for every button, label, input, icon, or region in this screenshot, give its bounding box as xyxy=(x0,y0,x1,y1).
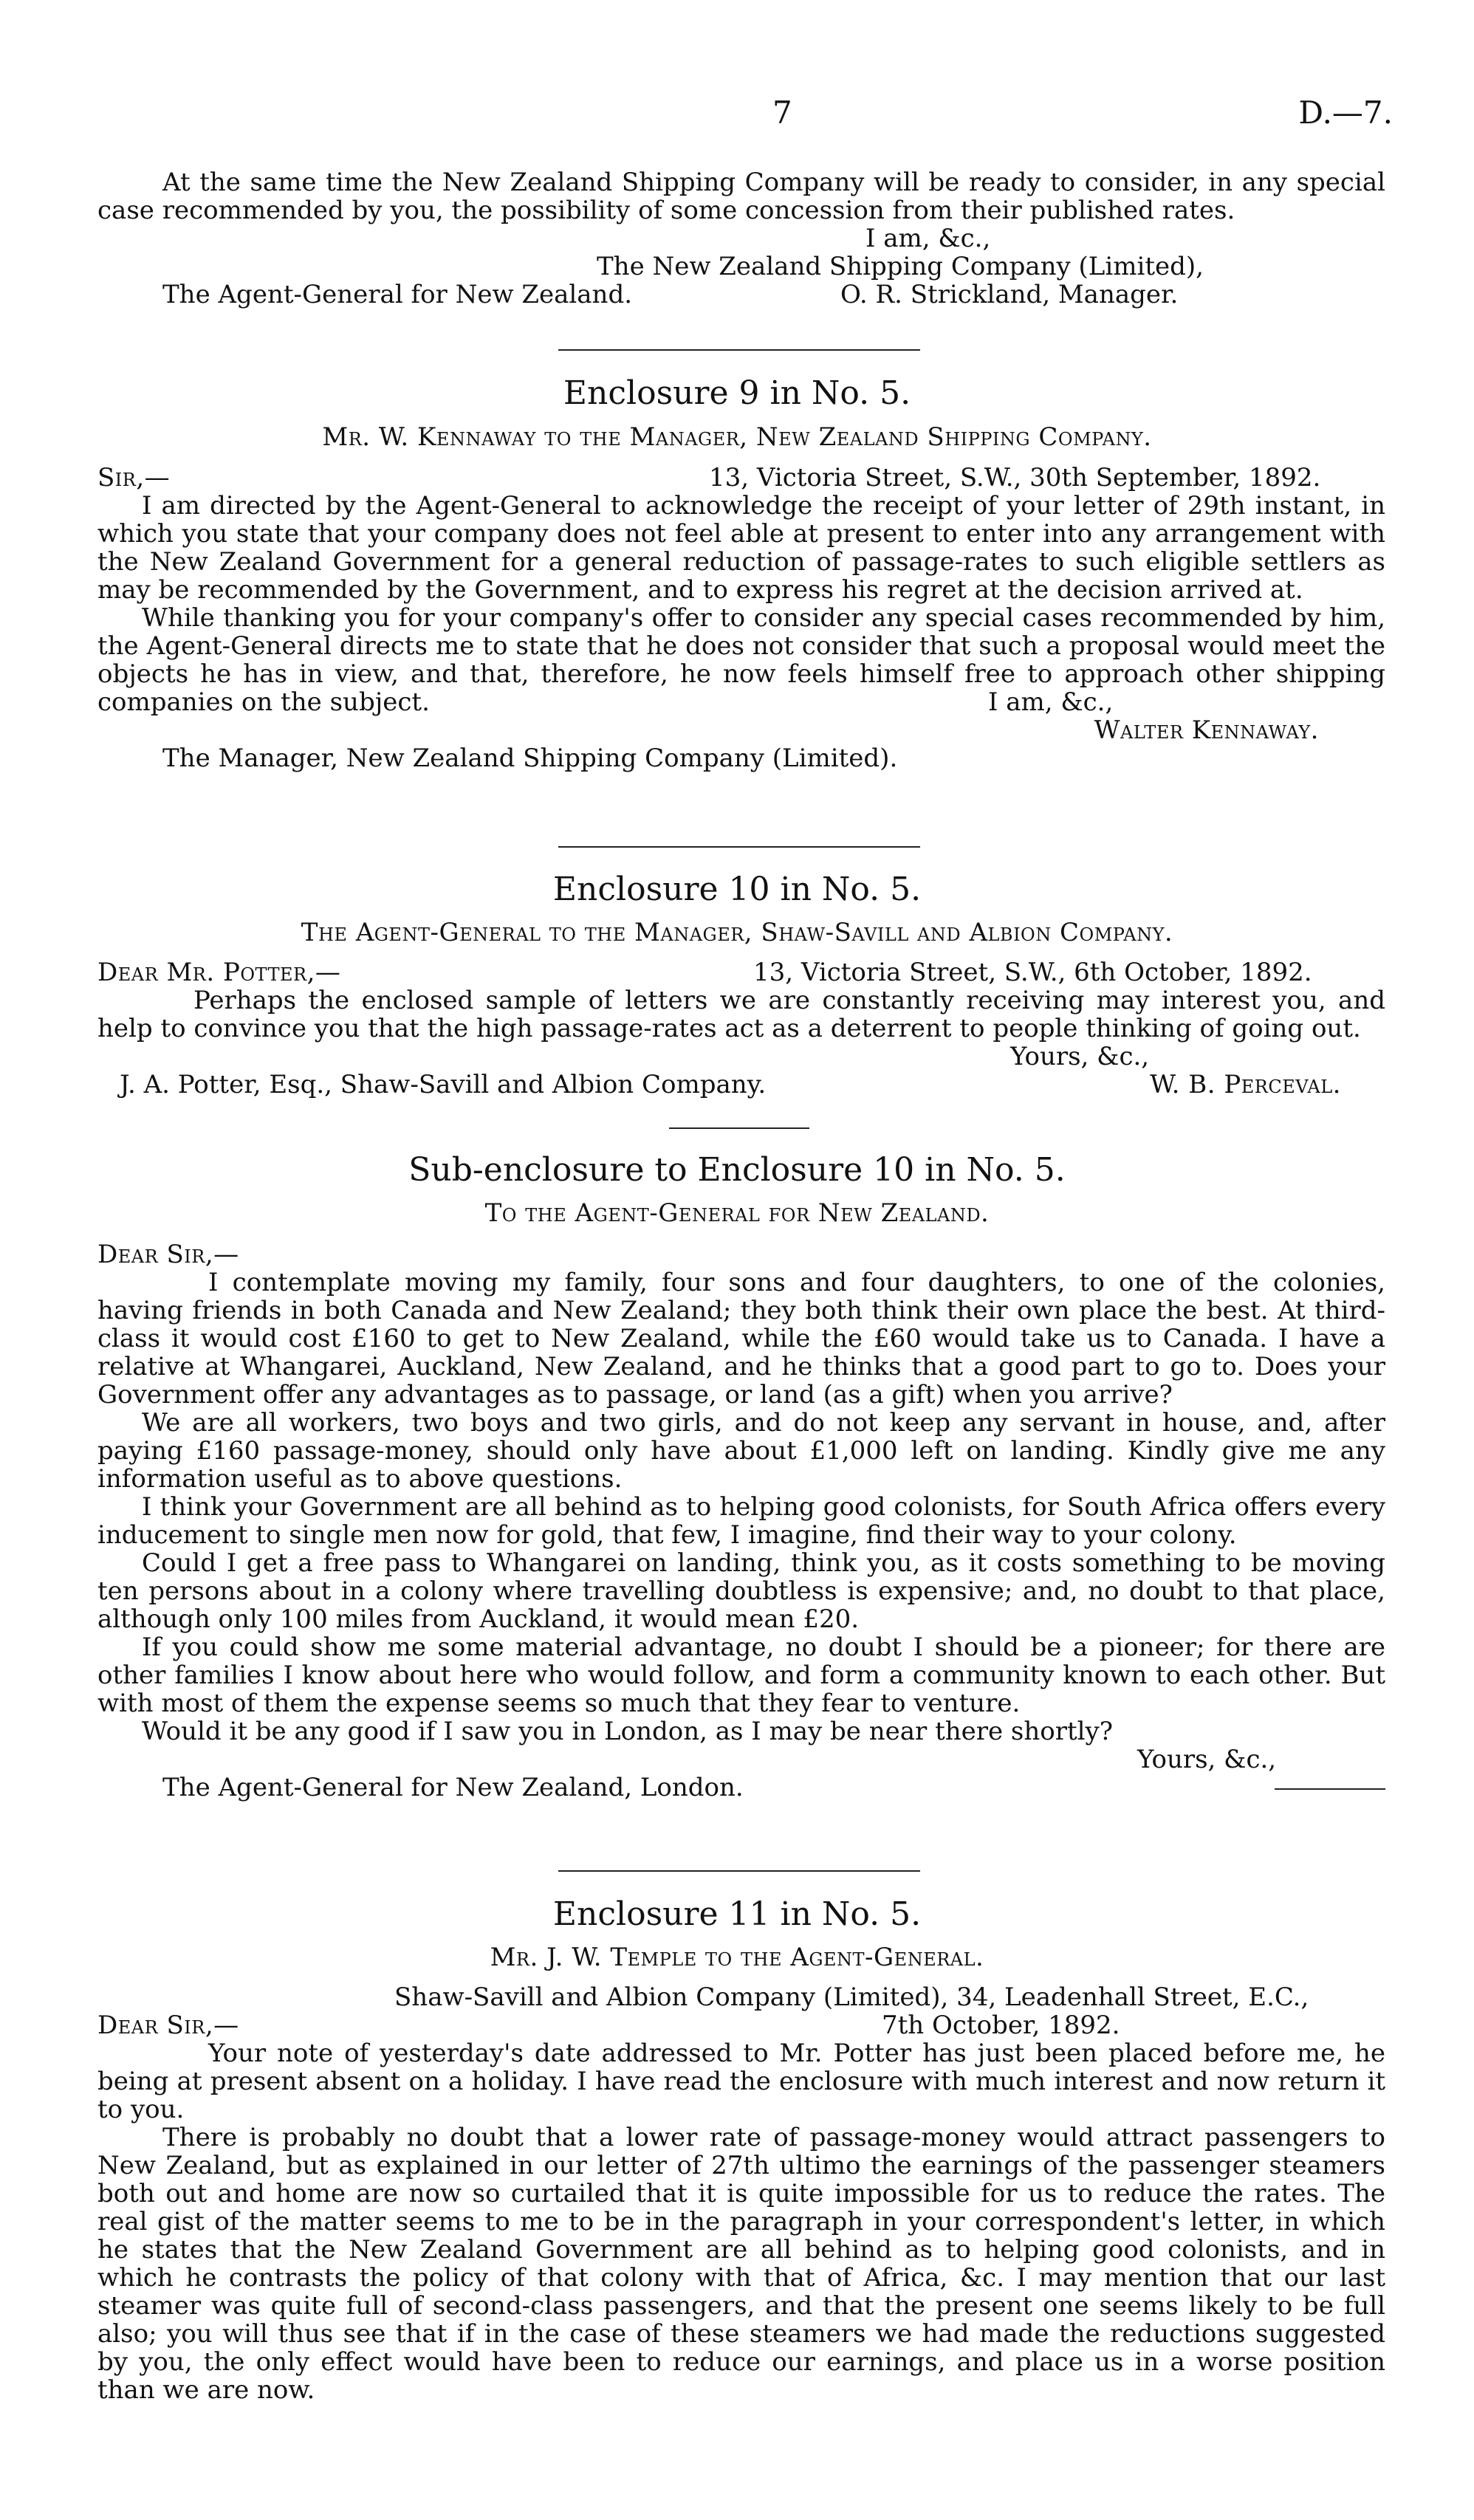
enclosure-10-letter xyxy=(97,958,1385,1099)
top-letter-closing: I am, &c., xyxy=(865,224,991,253)
subenclosure-10-para-5: If you could show me some material advantage, no doubt I should be a pioneer; for there are other families I know about here who would follow, and form a community known to each other. But with most of them the expense seems so much that they fear to venture. xyxy=(97,1632,1385,1718)
enclosure-10-from: The Agent-General to the Manager, Shaw-Savill and Albion Company. xyxy=(301,918,1173,947)
enclosure-11-date: 7th October, 1892. xyxy=(882,2011,1120,2040)
enclosure-9-addressee: The Manager, New Zealand Shipping Company (Limited). xyxy=(162,744,898,773)
divider xyxy=(558,1870,920,1872)
enclosure-11-para-2: There is probably no doubt that a lower rate of passage-money would attract passengers to New Zealand, but as explained in our letter of 27th ultimo the earnings of the passenger steamers both out and home are now so curtailed that it is quite impossible for us to reduce the rates. The real gist of the matter seems to me to be in the paragraph in your correspondent's letter, in which he states that the New Zealand Government are all behind as to helping good colonists, and in which he contrasts the policy of that colony with that of Africa, &c. I may mention that our last steamer was quite full of second-class passengers, and that the present one seems likely to be full also; you will thus see that if in the case of these steamers we had made the reductions suggested by you, the only effect would have been to reduce our earnings, and place us in a worse position than we are now. xyxy=(97,2123,1385,2405)
enclosure-10-signature: W. B. Perceval. xyxy=(1150,1070,1341,1099)
enclosure-9-letter xyxy=(97,464,1385,772)
enclosure-10-salutation: Dear Mr. Potter,— xyxy=(97,958,341,987)
enclosure-9-para-2: While thanking you for your company's offer to consider any special cases recommended by him, the Agent-General directs me to state that he does not consider that such a proposal would meet the objects he has in view, and that, therefore, he now feels himself free to approach other shipping companies on the subject. xyxy=(97,603,1385,717)
enclosure-9-salutation: Sir,— xyxy=(97,463,171,492)
enclosure-11-from: Mr. J. W. Temple to the Agent-General. xyxy=(490,1943,984,1972)
subenclosure-10-para-3: I think your Government are all behind as to helping good colonists, for South Africa offers every inducement to single men now for gold, that few, I imagine, find their way to your colony. xyxy=(97,1492,1385,1550)
subenclosure-10-addressee: The Agent-General for New Zealand, London. xyxy=(162,1773,744,1802)
enclosure-9-from: Mr. W. Kennaway to the Manager, New Zealand Shipping Company. xyxy=(322,422,1152,452)
enclosure-9-closing: I am, &c., xyxy=(988,687,1114,717)
enclosure-10-addressee: J. A. Potter, Esq., Shaw-Savill and Albion Company. xyxy=(120,1070,767,1099)
divider xyxy=(558,846,920,848)
subenclosure-10-salutation: Dear Sir,— xyxy=(97,1240,239,1269)
subenclosure-10-letter xyxy=(97,1240,1385,1802)
enclosure-11-para-1: Your note of yesterday's date addressed to Mr. Potter has just been placed before me, he being at present absent on a holiday. I have read the enclosure with much interest and now return it to you. xyxy=(97,2039,1385,2124)
top-letter-body: At the same time the New Zealand Shipping Company will be ready to consider, in any special case recommended by you, the possibility of some concession from their published rates. xyxy=(97,168,1385,225)
subenclosure-10-para-2: We are all workers, two boys and two girls, and do not keep any servant in house, and, after paying £160 passage-money, should only have about £1,000 left on landing. Kindly give me any information useful as to above questions. xyxy=(97,1408,1385,1494)
page-header xyxy=(0,95,1474,139)
enclosure-10-address-date: 13, Victoria Street, S.W., 6th October, 1892. xyxy=(753,958,1312,987)
divider xyxy=(669,1127,809,1129)
enclosure-10-closing: Yours, &c., xyxy=(1010,1042,1150,1071)
subenclosure-10-para-6: Would it be any good if I saw you in London, as I may be near there shortly? xyxy=(142,1717,1113,1746)
enclosure-11-address: Shaw-Savill and Albion Company (Limited), 34, Leadenhall Street, E.C., xyxy=(394,1982,1309,2012)
enclosure-9-title: Enclosure 9 in No. 5. xyxy=(563,374,911,412)
page-number: 7 xyxy=(772,95,792,131)
subenclosure-10-para-4: Could I get a free pass to Whangarei on landing, think you, as it costs something to be moving ten persons about in a colony where travelling doubtless is expensive; and, no doubt to that place, although only 100 miles from Auckland, it would mean £20. xyxy=(97,1548,1385,1634)
top-letter-addressee: The Agent-General for New Zealand. xyxy=(162,280,633,309)
subenclosure-10-para-1: I contemplate moving my family, four sons and four daughters, to one of the colonies, having friends in both Canada and New Zealand; they both think their own place the best. At third-class it would cost £160 to get to New Zealand, while the £60 would take us to Canada. I have a relative at Whangarei, Auckland, New Zealand, and he thinks that a good part to go to. Does your Government offer any advantages as to passage, or land (as a gift) when you arrive? xyxy=(97,1268,1385,1410)
enclosure-9-signature: Walter Kennaway. xyxy=(1094,715,1319,745)
enclosure-11-salutation: Dear Sir,— xyxy=(97,2011,239,2040)
enclosure-9-address-date: 13, Victoria Street, S.W., 30th September, 1892. xyxy=(709,463,1321,492)
enclosure-11-letter xyxy=(97,1983,1385,2404)
subenclosure-10-signature-line xyxy=(1275,1774,1385,1802)
subenclosure-10-title: Sub-enclosure to Enclosure 10 in No. 5. xyxy=(408,1151,1066,1189)
enclosure-9-para-1: I am directed by the Agent-General to acknowledge the receipt of your letter of 29th instant, in which you state that your company does not feel able at present to enter into any arrangement with the New Zealand Government for a general reduction of passage-rates to such eligible settlers as may be recommended by the Government, and to express his regret at the decision arrived at. xyxy=(97,491,1385,605)
top-letter-company: The New Zealand Shipping Company (Limited), xyxy=(597,252,1204,281)
document-reference: D.—7. xyxy=(1298,95,1393,131)
divider xyxy=(558,349,920,351)
enclosure-11-title: Enclosure 11 in No. 5. xyxy=(552,1895,922,1933)
enclosure-10-para: Perhaps the enclosed sample of letters we are constantly receiving may interest you, and help to convince you that the high passage-rates act as a deterrent to people thinking of going out. xyxy=(97,986,1385,1043)
subenclosure-10-closing: Yours, &c., xyxy=(1137,1745,1277,1774)
top-letter xyxy=(97,168,1385,309)
subenclosure-10-to: To the Agent-General for New Zealand. xyxy=(484,1198,990,1228)
enclosure-10-title: Enclosure 10 in No. 5. xyxy=(552,871,922,908)
top-letter-signature: O. R. Strickland, Manager. xyxy=(840,280,1179,309)
